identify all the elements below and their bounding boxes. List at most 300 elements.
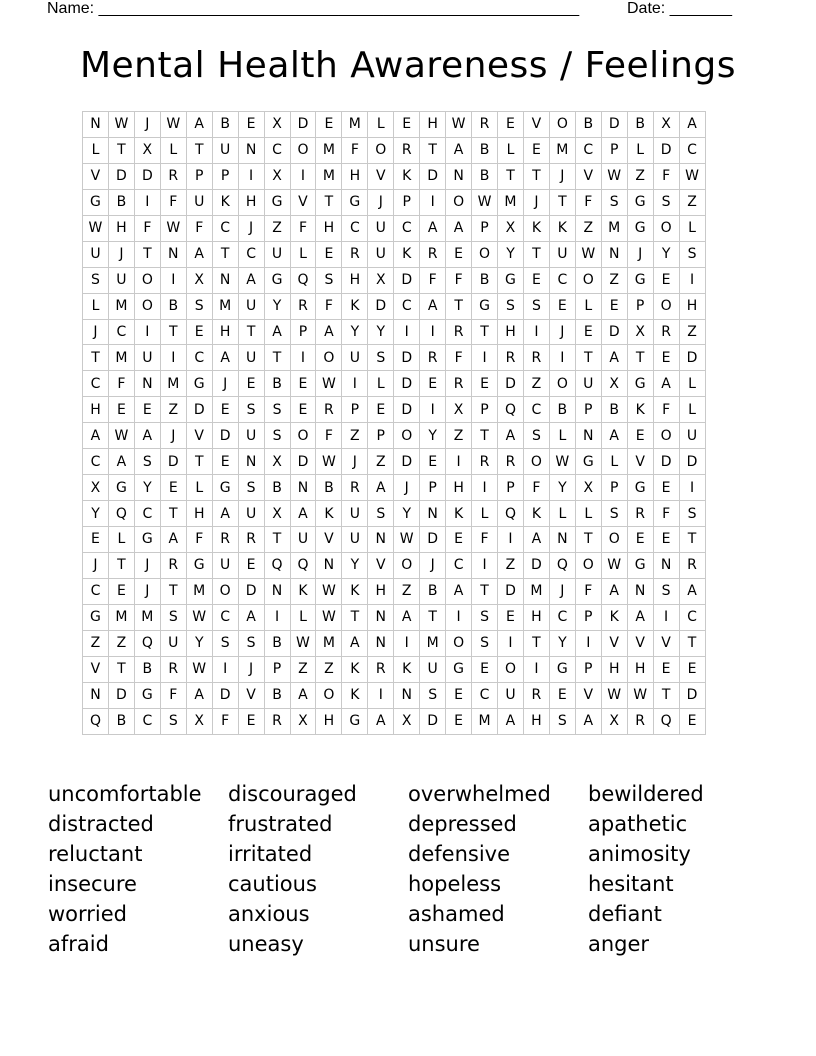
grid-cell: V bbox=[575, 163, 601, 189]
grid-cell: U bbox=[290, 527, 316, 553]
grid-cell: U bbox=[342, 345, 368, 371]
grid-cell: I bbox=[212, 656, 238, 682]
grid-cell: W bbox=[186, 656, 212, 682]
grid-cell: U bbox=[134, 345, 160, 371]
grid-cell: T bbox=[575, 345, 601, 371]
word-list-item: depressed bbox=[408, 812, 517, 836]
grid-cell: S bbox=[368, 501, 394, 527]
grid-cell: F bbox=[134, 215, 160, 241]
grid-cell: Z bbox=[394, 578, 420, 604]
grid-cell: T bbox=[134, 241, 160, 267]
grid-cell: F bbox=[290, 215, 316, 241]
grid-cell: S bbox=[601, 189, 627, 215]
grid-cell: O bbox=[368, 137, 394, 163]
grid-cell: F bbox=[420, 267, 446, 293]
grid-cell: Y bbox=[342, 319, 368, 345]
grid-cell: K bbox=[316, 501, 342, 527]
word-list-item: unsure bbox=[408, 932, 480, 956]
grid-cell: E bbox=[238, 112, 264, 138]
grid-cell: W bbox=[394, 527, 420, 553]
grid-cell: Y bbox=[653, 241, 679, 267]
grid-cell: B bbox=[264, 682, 290, 708]
grid-cell: C bbox=[446, 552, 472, 578]
grid-cell: R bbox=[653, 319, 679, 345]
grid-cell: W bbox=[160, 112, 186, 138]
word-list-item: apathetic bbox=[588, 812, 688, 836]
grid-cell: X bbox=[186, 267, 212, 293]
grid-cell: S bbox=[549, 708, 575, 734]
grid-cell: H bbox=[108, 215, 134, 241]
grid-cell: R bbox=[160, 656, 186, 682]
grid-cell: A bbox=[523, 527, 549, 553]
grid-cell: Z bbox=[627, 163, 653, 189]
grid-cell: V bbox=[83, 656, 109, 682]
grid-cell: P bbox=[368, 423, 394, 449]
grid-cell: G bbox=[446, 656, 472, 682]
grid-cell: P bbox=[601, 137, 627, 163]
grid-cell: O bbox=[316, 682, 342, 708]
grid-cell: H bbox=[342, 163, 368, 189]
grid-cell: N bbox=[290, 475, 316, 501]
grid-cell: K bbox=[394, 163, 420, 189]
grid-cell: E bbox=[446, 241, 472, 267]
grid-cell: E bbox=[446, 682, 472, 708]
grid-cell: C bbox=[212, 215, 238, 241]
grid-cell: R bbox=[446, 319, 472, 345]
grid-cell: K bbox=[342, 656, 368, 682]
grid-cell: P bbox=[342, 397, 368, 423]
grid-cell: C bbox=[523, 397, 549, 423]
grid-cell: T bbox=[186, 137, 212, 163]
grid-cell: I bbox=[160, 267, 186, 293]
grid-cell: Z bbox=[575, 215, 601, 241]
grid-cell: N bbox=[83, 112, 109, 138]
grid-cell: D bbox=[498, 578, 524, 604]
grid-row bbox=[83, 371, 706, 397]
grid-cell: S bbox=[498, 293, 524, 319]
grid-cell: W bbox=[575, 241, 601, 267]
grid-cell: A bbox=[316, 319, 342, 345]
grid-cell: L bbox=[108, 527, 134, 553]
grid-cell: C bbox=[134, 708, 160, 734]
grid-cell: J bbox=[342, 449, 368, 475]
grid-cell: I bbox=[446, 604, 472, 630]
grid-cell: Y bbox=[83, 501, 109, 527]
grid-cell: D bbox=[420, 163, 446, 189]
grid-row bbox=[83, 112, 706, 138]
word-list-item: frustrated bbox=[228, 812, 333, 836]
grid-cell: V bbox=[290, 189, 316, 215]
grid-cell: H bbox=[212, 319, 238, 345]
grid-cell: D bbox=[653, 449, 679, 475]
grid-cell: S bbox=[653, 578, 679, 604]
grid-cell: P bbox=[290, 319, 316, 345]
grid-cell: E bbox=[290, 371, 316, 397]
grid-cell: O bbox=[653, 215, 679, 241]
grid-row bbox=[83, 682, 706, 708]
grid-cell: L bbox=[627, 137, 653, 163]
grid-cell: W bbox=[290, 630, 316, 656]
grid-cell: D bbox=[108, 163, 134, 189]
grid-cell: G bbox=[627, 267, 653, 293]
grid-cell: N bbox=[446, 163, 472, 189]
word-list-item: overwhelmed bbox=[408, 782, 551, 806]
grid-cell: I bbox=[523, 319, 549, 345]
grid-cell: I bbox=[394, 630, 420, 656]
grid-cell: R bbox=[446, 371, 472, 397]
grid-cell: U bbox=[108, 267, 134, 293]
grid-cell: N bbox=[238, 137, 264, 163]
grid-cell: F bbox=[575, 189, 601, 215]
grid-cell: I bbox=[420, 319, 446, 345]
grid-cell: U bbox=[498, 682, 524, 708]
grid-cell: W bbox=[679, 163, 705, 189]
grid-cell: R bbox=[238, 527, 264, 553]
grid-row bbox=[83, 527, 706, 553]
grid-cell: R bbox=[368, 656, 394, 682]
grid-cell: I bbox=[679, 267, 705, 293]
grid-cell: A bbox=[342, 630, 368, 656]
grid-cell: D bbox=[368, 293, 394, 319]
grid-cell: S bbox=[186, 293, 212, 319]
grid-cell: L bbox=[472, 501, 498, 527]
grid-cell: Z bbox=[83, 630, 109, 656]
grid-cell: X bbox=[575, 475, 601, 501]
grid-cell: T bbox=[160, 319, 186, 345]
grid-cell: D bbox=[679, 449, 705, 475]
grid-cell: K bbox=[549, 215, 575, 241]
grid-cell: S bbox=[523, 293, 549, 319]
grid-cell: Z bbox=[368, 449, 394, 475]
grid-cell: P bbox=[472, 215, 498, 241]
grid-row bbox=[83, 475, 706, 501]
grid-cell: U bbox=[238, 423, 264, 449]
grid-cell: E bbox=[472, 656, 498, 682]
grid-cell: C bbox=[679, 137, 705, 163]
grid-cell: F bbox=[186, 527, 212, 553]
grid-cell: P bbox=[627, 293, 653, 319]
grid-cell: I bbox=[472, 345, 498, 371]
grid-cell: E bbox=[420, 371, 446, 397]
grid-cell: T bbox=[316, 189, 342, 215]
word-list-item: worried bbox=[48, 902, 128, 926]
grid-cell: D bbox=[212, 682, 238, 708]
grid-cell: U bbox=[575, 371, 601, 397]
grid-cell: Z bbox=[316, 656, 342, 682]
grid-cell: I bbox=[160, 345, 186, 371]
grid-cell: E bbox=[498, 604, 524, 630]
grid-cell: L bbox=[186, 475, 212, 501]
grid-cell: D bbox=[134, 163, 160, 189]
grid-cell: W bbox=[549, 449, 575, 475]
grid-cell: G bbox=[264, 189, 290, 215]
grid-cell: O bbox=[134, 293, 160, 319]
grid-row bbox=[83, 267, 706, 293]
grid-cell: E bbox=[238, 371, 264, 397]
grid-cell: F bbox=[653, 163, 679, 189]
grid-cell: E bbox=[627, 423, 653, 449]
grid-cell: D bbox=[420, 527, 446, 553]
grid-cell: S bbox=[134, 449, 160, 475]
grid-row bbox=[83, 137, 706, 163]
grid-cell: U bbox=[238, 345, 264, 371]
grid-cell: F bbox=[186, 215, 212, 241]
grid-cell: X bbox=[627, 319, 653, 345]
grid-cell: K bbox=[523, 215, 549, 241]
grid-cell: U bbox=[212, 552, 238, 578]
grid-cell: S bbox=[160, 604, 186, 630]
grid-cell: C bbox=[83, 449, 109, 475]
grid-cell: E bbox=[212, 449, 238, 475]
grid-cell: I bbox=[549, 345, 575, 371]
grid-cell: E bbox=[523, 267, 549, 293]
grid-cell: B bbox=[420, 578, 446, 604]
grid-cell: G bbox=[575, 449, 601, 475]
grid-cell: W bbox=[316, 449, 342, 475]
grid-cell: F bbox=[160, 682, 186, 708]
grid-cell: T bbox=[160, 578, 186, 604]
word-list-item: ashamed bbox=[408, 902, 505, 926]
grid-cell: V bbox=[186, 423, 212, 449]
grid-cell: D bbox=[394, 371, 420, 397]
grid-cell: X bbox=[264, 163, 290, 189]
grid-cell: S bbox=[212, 630, 238, 656]
grid-cell: L bbox=[290, 241, 316, 267]
grid-row bbox=[83, 552, 706, 578]
grid-cell: L bbox=[679, 397, 705, 423]
grid-cell: R bbox=[342, 241, 368, 267]
grid-cell: Z bbox=[108, 630, 134, 656]
grid-cell: H bbox=[186, 501, 212, 527]
grid-row bbox=[83, 578, 706, 604]
grid-cell: T bbox=[446, 293, 472, 319]
grid-cell: A bbox=[238, 267, 264, 293]
grid-cell: H bbox=[446, 475, 472, 501]
grid-cell: N bbox=[134, 371, 160, 397]
grid-cell: C bbox=[342, 215, 368, 241]
grid-cell: U bbox=[549, 241, 575, 267]
word-list-item: irritated bbox=[228, 842, 313, 866]
grid-cell: Z bbox=[498, 552, 524, 578]
grid-cell: I bbox=[420, 397, 446, 423]
grid-cell: T bbox=[523, 630, 549, 656]
grid-cell: L bbox=[679, 371, 705, 397]
grid-cell: U bbox=[342, 527, 368, 553]
grid-cell: R bbox=[212, 527, 238, 553]
grid-row bbox=[83, 423, 706, 449]
grid-cell: L bbox=[83, 293, 109, 319]
grid-cell: V bbox=[627, 630, 653, 656]
grid-cell: S bbox=[679, 501, 705, 527]
grid-cell: R bbox=[498, 449, 524, 475]
grid-cell: R bbox=[420, 345, 446, 371]
grid-cell: L bbox=[679, 215, 705, 241]
grid-cell: E bbox=[575, 319, 601, 345]
grid-cell: H bbox=[368, 578, 394, 604]
grid-cell: B bbox=[134, 656, 160, 682]
grid-cell: J bbox=[549, 163, 575, 189]
grid-cell: O bbox=[498, 656, 524, 682]
grid-cell: W bbox=[316, 604, 342, 630]
grid-cell: D bbox=[186, 397, 212, 423]
grid-cell: J bbox=[627, 241, 653, 267]
grid-cell: X bbox=[446, 397, 472, 423]
grid-cell: F bbox=[108, 371, 134, 397]
grid-cell: A bbox=[83, 423, 109, 449]
grid-cell: J bbox=[108, 241, 134, 267]
grid-cell: E bbox=[446, 527, 472, 553]
grid-cell: G bbox=[186, 552, 212, 578]
grid-cell: D bbox=[108, 682, 134, 708]
grid-cell: Z bbox=[679, 319, 705, 345]
grid-cell: T bbox=[108, 552, 134, 578]
grid-cell: A bbox=[679, 578, 705, 604]
grid-cell: O bbox=[446, 189, 472, 215]
grid-cell: G bbox=[134, 527, 160, 553]
grid-cell: B bbox=[264, 475, 290, 501]
grid-cell: N bbox=[160, 241, 186, 267]
page-title: Mental Health Awareness / Feelings bbox=[79, 45, 737, 86]
word-list-item: afraid bbox=[48, 932, 109, 956]
grid-cell: D bbox=[290, 449, 316, 475]
grid-cell: S bbox=[238, 475, 264, 501]
grid-cell: T bbox=[498, 163, 524, 189]
grid-row bbox=[83, 189, 706, 215]
grid-cell: Q bbox=[264, 552, 290, 578]
grid-cell: T bbox=[679, 630, 705, 656]
grid-cell: C bbox=[238, 241, 264, 267]
grid-cell: K bbox=[523, 501, 549, 527]
grid-cell: G bbox=[549, 656, 575, 682]
grid-cell: D bbox=[238, 578, 264, 604]
grid-cell: C bbox=[472, 682, 498, 708]
grid-cell: R bbox=[316, 397, 342, 423]
grid-cell: D bbox=[394, 345, 420, 371]
grid-cell: K bbox=[342, 682, 368, 708]
grid-cell: E bbox=[653, 527, 679, 553]
grid-cell: F bbox=[653, 501, 679, 527]
grid-cell: T bbox=[83, 345, 109, 371]
grid-cell: G bbox=[264, 267, 290, 293]
grid-cell: C bbox=[264, 137, 290, 163]
grid-cell: F bbox=[446, 345, 472, 371]
grid-cell: W bbox=[316, 578, 342, 604]
grid-cell: I bbox=[498, 630, 524, 656]
grid-cell: A bbox=[601, 578, 627, 604]
grid-cell: I bbox=[420, 189, 446, 215]
grid-cell: A bbox=[653, 371, 679, 397]
grid-cell: I bbox=[575, 630, 601, 656]
grid-cell: M bbox=[472, 708, 498, 734]
grid-cell: J bbox=[394, 475, 420, 501]
grid-cell: V bbox=[653, 630, 679, 656]
grid-cell: J bbox=[134, 112, 160, 138]
grid-cell: O bbox=[601, 527, 627, 553]
grid-cell: L bbox=[83, 137, 109, 163]
word-list-item: anxious bbox=[228, 902, 310, 926]
grid-cell: H bbox=[679, 293, 705, 319]
grid-cell: H bbox=[238, 189, 264, 215]
grid-cell: X bbox=[264, 112, 290, 138]
grid-cell: W bbox=[446, 112, 472, 138]
grid-cell: E bbox=[498, 112, 524, 138]
grid-cell: D bbox=[679, 682, 705, 708]
grid-cell: Q bbox=[549, 552, 575, 578]
grid-cell: K bbox=[394, 241, 420, 267]
grid-cell: A bbox=[290, 501, 316, 527]
grid-row bbox=[83, 293, 706, 319]
grid-cell: D bbox=[679, 345, 705, 371]
grid-cell: U bbox=[238, 293, 264, 319]
grid-cell: I bbox=[679, 475, 705, 501]
grid-cell: E bbox=[653, 656, 679, 682]
grid-cell: N bbox=[627, 578, 653, 604]
grid-cell: N bbox=[575, 423, 601, 449]
grid-cell: O bbox=[394, 423, 420, 449]
grid-cell: I bbox=[498, 527, 524, 553]
grid-cell: R bbox=[472, 449, 498, 475]
grid-cell: P bbox=[212, 163, 238, 189]
grid-cell: G bbox=[134, 682, 160, 708]
grid-cell: T bbox=[549, 189, 575, 215]
grid-cell: S bbox=[238, 397, 264, 423]
grid-cell: P bbox=[575, 656, 601, 682]
grid-cell: D bbox=[420, 708, 446, 734]
grid-cell: I bbox=[523, 656, 549, 682]
grid-cell: W bbox=[186, 604, 212, 630]
grid-cell: U bbox=[264, 241, 290, 267]
grid-cell: S bbox=[420, 682, 446, 708]
grid-cell: E bbox=[316, 241, 342, 267]
grid-cell: Q bbox=[653, 708, 679, 734]
grid-cell: P bbox=[575, 604, 601, 630]
grid-cell: E bbox=[653, 345, 679, 371]
grid-cell: E bbox=[472, 371, 498, 397]
grid-cell: T bbox=[523, 163, 549, 189]
grid-cell: F bbox=[212, 708, 238, 734]
grid-cell: B bbox=[549, 397, 575, 423]
grid-cell: A bbox=[290, 682, 316, 708]
grid-cell: S bbox=[472, 630, 498, 656]
grid-cell: E bbox=[549, 682, 575, 708]
grid-cell: H bbox=[523, 604, 549, 630]
grid-cell: U bbox=[186, 189, 212, 215]
grid-cell: N bbox=[394, 682, 420, 708]
grid-cell: F bbox=[523, 475, 549, 501]
grid-cell: E bbox=[679, 656, 705, 682]
grid-cell: Z bbox=[160, 397, 186, 423]
grid-cell: F bbox=[316, 293, 342, 319]
grid-cell: W bbox=[601, 552, 627, 578]
grid-cell: D bbox=[653, 137, 679, 163]
grid-cell: F bbox=[342, 137, 368, 163]
grid-cell: H bbox=[498, 319, 524, 345]
grid-cell: A bbox=[368, 475, 394, 501]
word-list-item: distracted bbox=[48, 812, 154, 836]
grid-cell: Z bbox=[264, 215, 290, 241]
grid-cell: H bbox=[316, 708, 342, 734]
grid-cell: C bbox=[394, 293, 420, 319]
grid-cell: N bbox=[83, 682, 109, 708]
grid-cell: T bbox=[212, 241, 238, 267]
word-list-item: defiant bbox=[588, 902, 662, 926]
grid-cell: M bbox=[420, 630, 446, 656]
grid-cell: O bbox=[575, 267, 601, 293]
grid-cell: C bbox=[108, 319, 134, 345]
grid-cell: N bbox=[264, 578, 290, 604]
grid-cell: B bbox=[264, 371, 290, 397]
grid-cell: Y bbox=[134, 475, 160, 501]
